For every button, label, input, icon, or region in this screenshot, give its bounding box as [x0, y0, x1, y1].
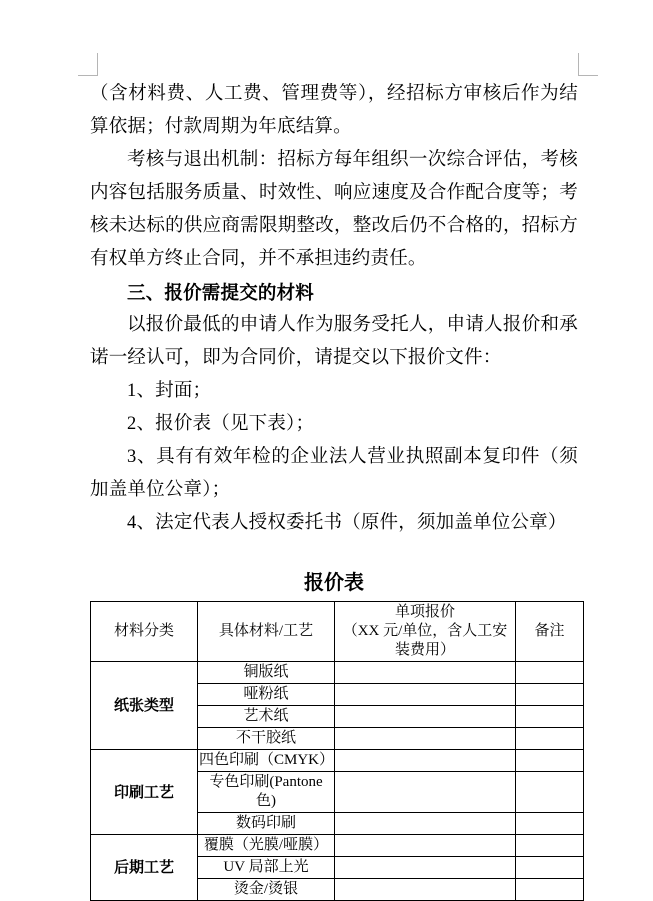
header-unit-price [335, 602, 516, 662]
remark-cell [516, 684, 584, 706]
margin-crop-mark-top-left [78, 53, 98, 76]
remark-cell [516, 662, 584, 684]
item-cell: 不干胶纸 [198, 728, 335, 750]
list-item-1: 1、封面； [127, 381, 212, 401]
quotation-table [90, 601, 584, 901]
quotation-table-title: 报价表 [304, 572, 364, 594]
price-cell [335, 662, 516, 684]
remark-cell [516, 835, 584, 857]
body-paragraph-continuation: （含材料费、人工费、管理费等），经招标方审核后作为结算依据；付款周期为年底结算。 [90, 84, 578, 137]
item-cell: 铜版纸 [198, 662, 335, 684]
list-item-2: 2、报价表（见下表）； [127, 414, 315, 434]
item-cell: UV 局部上光 [198, 857, 335, 879]
remark-cell [516, 879, 584, 901]
remark-cell [516, 772, 584, 813]
item-cell: 专色印刷(Pantone 色) [198, 772, 335, 813]
price-cell [335, 835, 516, 857]
remark-cell [516, 857, 584, 879]
price-cell [335, 706, 516, 728]
category-cell-finishing: 后期工艺 [91, 835, 198, 901]
price-cell [335, 750, 516, 772]
item-cell: 艺术纸 [198, 706, 335, 728]
item-cell: 覆膜（光膜/哑膜） [198, 835, 335, 857]
table-header-row [91, 602, 584, 662]
item-cell: 烫金/烫银 [198, 879, 335, 901]
list-item-3: 3、具有有效年检的企业法人营业执照副本复印件（须加盖单位公章）； [90, 447, 578, 500]
header-remarks: 备注 [516, 602, 584, 662]
item-cell: 数码印刷 [198, 813, 335, 835]
price-cell [335, 857, 516, 879]
list-item-4: 4、法定代表人授权委托书（原件，须加盖单位公章） [127, 513, 567, 533]
margin-crop-mark-top-right [578, 53, 598, 76]
section-heading: 三、报价需提交的材料 [127, 282, 315, 303]
table-row [91, 662, 584, 684]
header-unit-price-line2: （XX 元/单位，含人工安装费用） [342, 623, 508, 658]
header-unit-price-line1: 单项报价 [394, 604, 455, 620]
remark-cell [516, 750, 584, 772]
price-cell [335, 879, 516, 901]
remark-cell [516, 813, 584, 835]
category-cell-paper: 纸张类型 [91, 662, 198, 750]
price-cell [335, 813, 516, 835]
body-paragraph-assessment: 考核与退出机制：招标方每年组织一次综合评估，考核内容包括服务质量、时效性、响应速度及合作配合度等；考核未达标的供应商需限期整改，整改后仍不合格的，招标方有权单方终止合同，并不承担违约责任。 [90, 150, 578, 269]
table-row [91, 750, 584, 772]
table-row [91, 835, 584, 857]
item-cell: 哑粉纸 [198, 684, 335, 706]
remark-cell [516, 706, 584, 728]
document-body [90, 78, 578, 901]
body-paragraph-intro: 以报价最低的申请人作为服务受托人，申请人报价和承诺一经认可，即为合同价，请提交以下报价文件： [90, 315, 578, 368]
price-cell [335, 772, 516, 813]
header-material-category: 材料分类 [91, 602, 198, 662]
price-cell [335, 684, 516, 706]
category-cell-printing: 印刷工艺 [91, 750, 198, 835]
item-cell: 四色印刷（CMYK） [198, 750, 335, 772]
price-cell [335, 728, 516, 750]
header-material-process: 具体材料/工艺 [198, 602, 335, 662]
remark-cell [516, 728, 584, 750]
